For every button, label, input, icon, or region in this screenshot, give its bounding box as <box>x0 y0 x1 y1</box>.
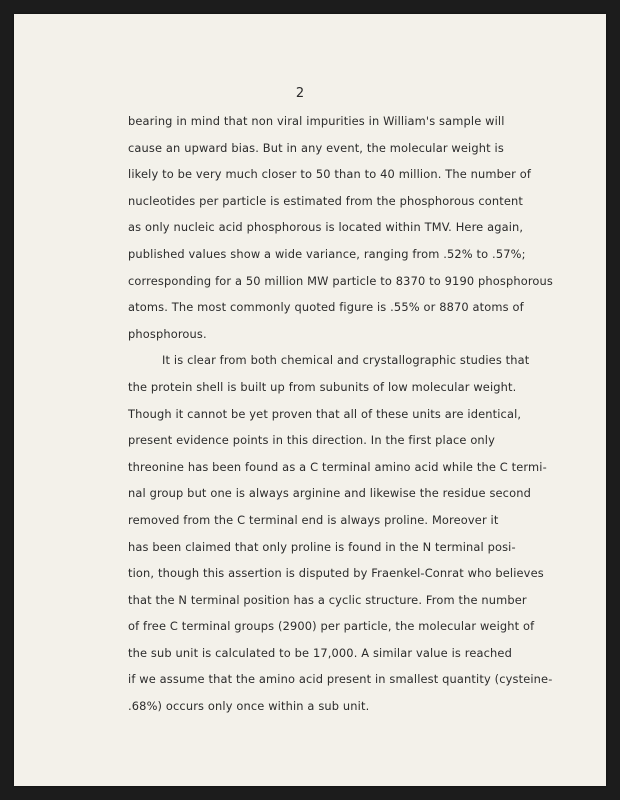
text-line: .68%) occurs only once within a sub unit. <box>128 699 370 714</box>
text-line: nal group but one is always arginine and likewise the residue second <box>128 486 531 501</box>
paragraph-1 <box>128 108 568 347</box>
text-line: It is clear from both chemical and crystallographic studies that <box>162 353 530 368</box>
text-line: the protein shell is built up from subunits of low molecular weight. <box>128 379 517 394</box>
text-line: as only nucleic acid phosphorous is located within TMV. Here again, <box>128 220 524 235</box>
text-line: of free C terminal groups (2900) per particle, the molecular weight of <box>128 619 535 634</box>
text-line: likely to be very much closer to 50 than to 40 million. The number of <box>128 167 532 182</box>
page-number: 2 <box>295 86 305 101</box>
document-page <box>14 14 606 786</box>
text-line: the sub unit is calculated to be 17,000. A similar value is reached <box>128 645 512 660</box>
text-line: atoms. The most commonly quoted figure is .55% or 8870 atoms of <box>128 300 524 315</box>
text-line: has been claimed that only proline is found in the N terminal posi- <box>128 539 516 554</box>
body-text <box>128 108 568 720</box>
paragraph-2 <box>128 347 568 719</box>
text-line: cause an upward bias. But in any event, the molecular weight is <box>128 140 504 155</box>
text-line: removed from the C terminal end is always proline. Moreover it <box>128 512 499 527</box>
text-line: nucleotides per particle is estimated from the phosphorous content <box>128 193 523 208</box>
text-line: bearing in mind that non viral impurities in William's sample will <box>128 114 505 128</box>
text-line: published values show a wide variance, ranging from .52% to .57%; <box>128 246 526 261</box>
text-line: if we assume that the amino acid present in smallest quantity (cysteine- <box>128 672 553 687</box>
text-line: corresponding for a 50 million MW particle to 8370 to 9190 phosphorous <box>128 273 553 288</box>
text-line: threonine has been found as a C terminal amino acid while the C termi- <box>128 459 547 474</box>
text-line: Though it cannot be yet proven that all of these units are identical, <box>128 406 522 421</box>
text-line: tion, though this assertion is disputed by Fraenkel-Conrat who believes <box>128 566 544 581</box>
text-line: present evidence points in this direction. In the first place only <box>128 433 496 448</box>
text-line: that the N terminal position has a cyclic structure. From the number <box>128 592 527 607</box>
text-line: phosphorous. <box>128 326 207 341</box>
